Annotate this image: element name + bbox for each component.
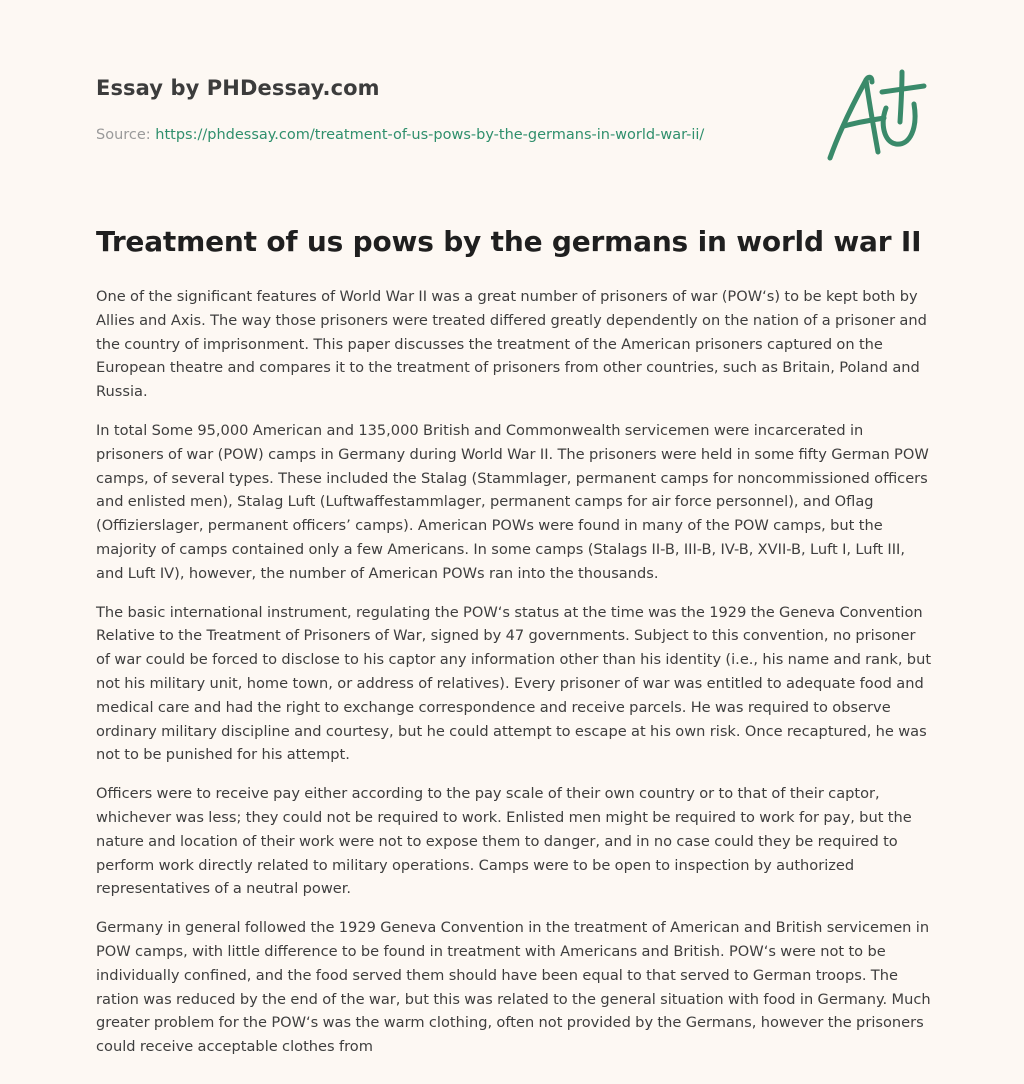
essay-paragraph: In total Some 95,000 American and 135,000 British and Commonwealth servicemen were incarcerated in prisoners of war (POW) camps in Germany during World War II. The prisoners were held in some fifty German POW camps, of several types. These included the Stalag (Stammlager, permanent camps for noncommissioned officers and enlisted men), Stalag Luft (Luftwaffestammlager, permanent camps for air force personnel), and Oflag (Offizierslager, permanent officers’ camps). American POWs were found in many of the POW camps, but the majority of camps contained only a few Americans. In some camps (Stalags II-B, III-B, IV-B, XVII-B, Luft I, Luft III, and Luft IV), however, the number of American POWs ran into the thousands.	[96, 421, 929, 582]
essay-paragraph: One of the significant features of World War II was a great number of prisoners of war (POW‘s) to be kept both by Allies and Axis. The way those prisoners were treated differed greatly dependently on the nation of a prisoner and the country of imprisonment. This paper discusses the treatment of the American prisoners captured on the European theatre and compares it to the treatment of prisoners from other countries, such as Britain, Poland and Russia.	[96, 288, 927, 401]
site-brand: Essay by PHDessay.com	[96, 76, 380, 100]
source-link[interactable]: https://phdessay.com/treatment-of-us-pows-by-the-germans-in-world-war-ii/	[155, 127, 705, 143]
essay-paragraph: Germany in general followed the 1929 Geneva Convention in the treatment of American and British servicemen in POW camps, with little difference to be found in treatment with Americans and British. POW‘s were not to be individually confined, and the food served them should have been equal to that served to German troops. The ration was reduced by the end of the war, but this was related to the general situation with food in Germany. Much greater problem for the POW‘s was the warm clothing, often not provided by the Germans, however the prisoners could receive acceptable clothes from	[96, 919, 931, 1056]
essay-paragraph: Officers were to receive pay either according to the pay scale of their own country or to that of their captor, whichever was less; they could not be required to work. Enlisted men might be required to work for pay, but the nature and location of their work were not to expose them to danger, and in no case could they be required to perform work directly related to military operations. Camps were to be open to inspection by authorized representatives of a neutral power.	[96, 785, 912, 898]
essay-title: Treatment of us pows by the germans in world war II	[96, 225, 922, 258]
page-header	[96, 76, 796, 143]
essay-paragraph: The basic international instrument, regulating the POW‘s status at the time was the 1929 the Geneva Convention Relative to the Treatment of Prisoners of War, signed by 47 governments. Subject to this convention, no prisoner of war could be forced to disclose to his captor any information other than his identity (i.e., his name and rank, but not his military unit, home town, or address of relatives). Every prisoner of war was entitled to adequate food and medical care and had the right to exchange correspondence and receive parcels. He was required to observe ordinary military discipline and courtesy, but he could attempt to escape at his own risk. Once recaptured, he was not to be punished for his attempt.	[96, 603, 932, 764]
essay-body	[96, 285, 932, 1074]
a-plus-logo	[822, 68, 928, 164]
source-label: Source:	[96, 127, 151, 143]
source-line	[96, 127, 796, 143]
